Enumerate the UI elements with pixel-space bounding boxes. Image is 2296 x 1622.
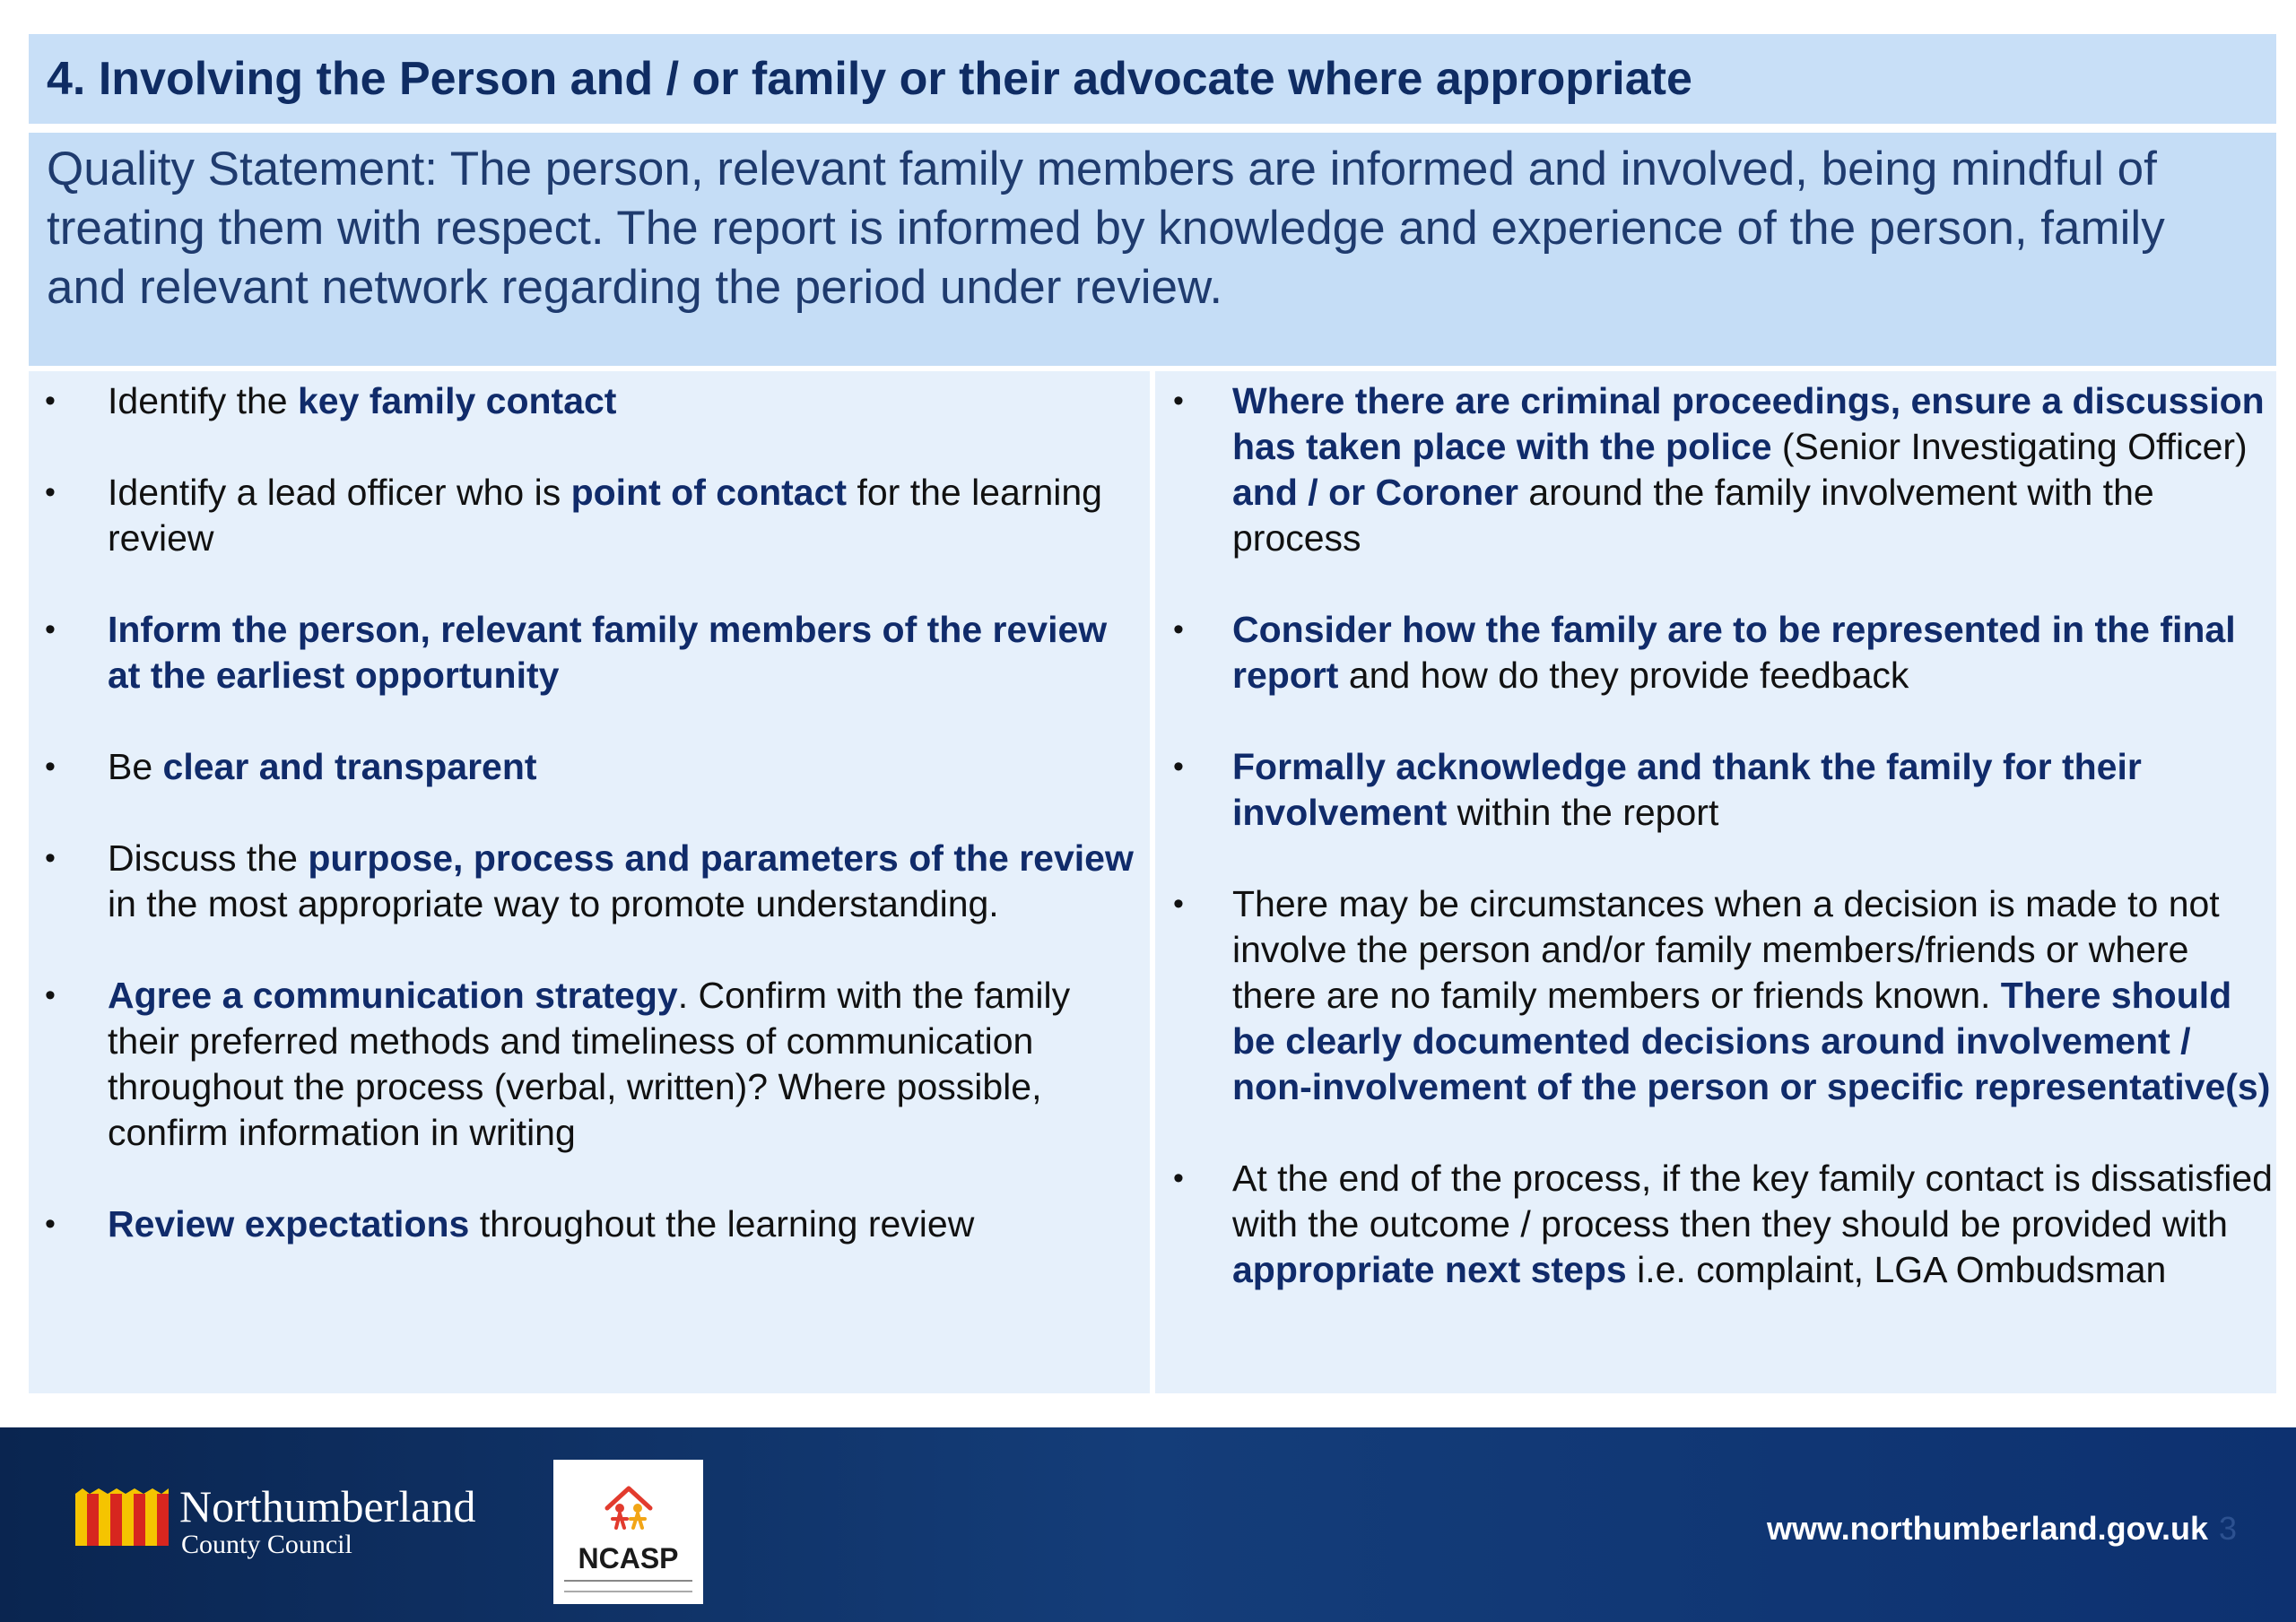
page-number: 3: [2219, 1510, 2238, 1547]
ncasp-tagline-lines: [564, 1580, 692, 1592]
list-item: • There may be circumstances when a decision is made to not involve the person and/or family members/friends or where there are no family members or friends known. There should be clearly documented decisions around involvement / non-involvement of the person or specific representative(s): [1155, 881, 2276, 1110]
council-name: Northumberland: [179, 1481, 476, 1531]
house-people-icon: [600, 1481, 657, 1539]
list-item: • Identify a lead officer who is point of contact for the learning review: [29, 470, 1150, 561]
left-bullet-list: [29, 378, 1150, 1247]
website-link[interactable]: www.northumberland.gov.uk: [1767, 1510, 2209, 1547]
list-item: • Review expectations throughout the learning review: [29, 1201, 1150, 1247]
crest-icon: [75, 1488, 169, 1551]
list-item: • Discuss the purpose, process and parameters of the review in the most appropriate way to promote understanding.: [29, 836, 1150, 927]
ncasp-logo[interactable]: [553, 1460, 703, 1604]
list-item: • Be clear and transparent: [29, 744, 1150, 790]
ncasp-label: NCASP: [578, 1542, 679, 1574]
right-column: [1155, 371, 2276, 1393]
list-item: • Inform the person, relevant family members of the review at the earliest opportunity: [29, 607, 1150, 698]
right-bullet-list: [1155, 378, 2276, 1293]
list-item: • At the end of the process, if the key family contact is dissatisfied with the outcome / process then they should be provided with appropriate next steps i.e. complaint, LGA Ombudsman: [1155, 1156, 2276, 1293]
footer: [0, 1427, 2296, 1622]
list-item: • Identify the key family contact: [29, 378, 1150, 424]
quality-statement-box: [29, 133, 2276, 366]
list-item: • Agree a communication strategy. Confirm with the family their preferred methods and timeliness of communication throughout the process (verbal, written)? Where possible, confirm information in writing: [29, 973, 1150, 1156]
list-item: • Consider how the family are to be represented in the final report and how do they provide feedback: [1155, 607, 2276, 698]
page-title: 4. Involving the Person and / or family or their advocate where appropriate: [47, 53, 1692, 105]
council-subtitle: County Council: [181, 1530, 352, 1559]
quality-statement: Quality Statement: The person, relevant family members are informed and involved, being mindful of treating them with respect. The report is informed by knowledge and experience of the person, family and relevant network regarding the period under review.: [47, 143, 2165, 314]
council-logo[interactable]: [75, 1481, 542, 1580]
list-item: • Formally acknowledge and thank the family for their involvement within the report: [1155, 744, 2276, 836]
list-item: • Where there are criminal proceedings, ensure a discussion has taken place with the police (Senior Investigating Officer) and / or Coroner around the family involvement with the process: [1155, 378, 2276, 561]
title-bar: [29, 34, 2276, 124]
left-column: [29, 371, 1150, 1393]
